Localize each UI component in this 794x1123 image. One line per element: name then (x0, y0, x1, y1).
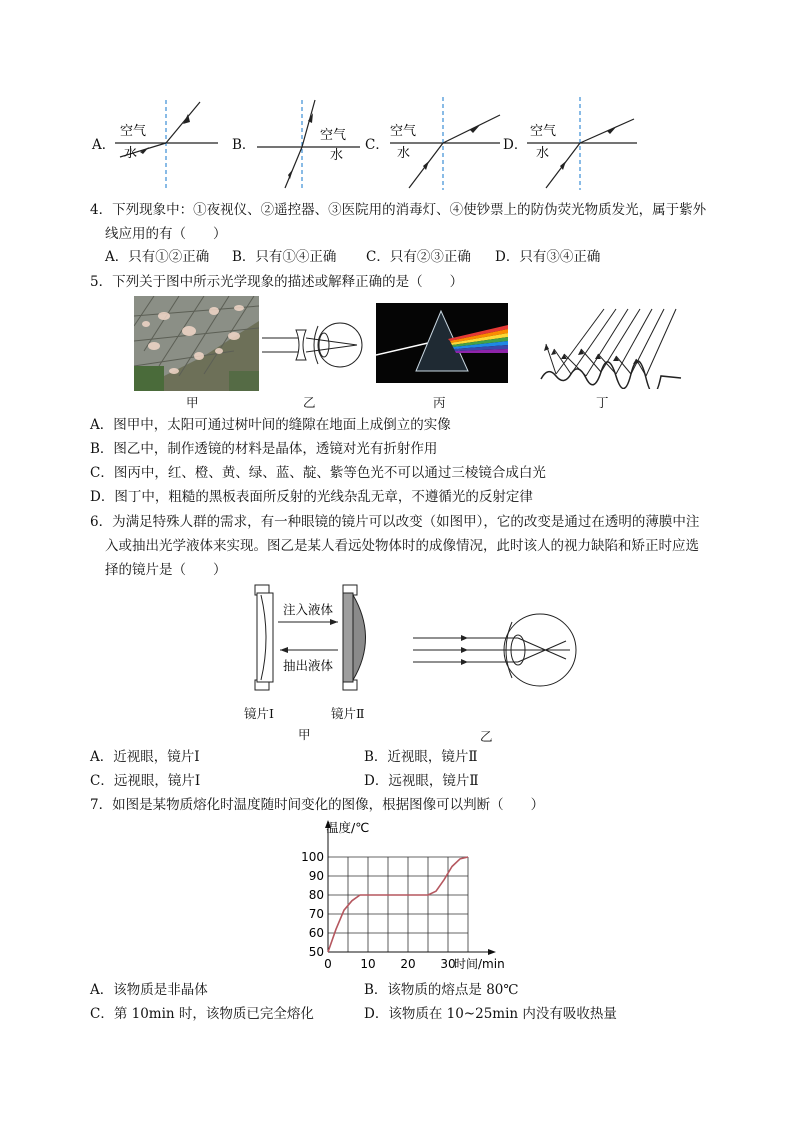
q4-option-a[interactable]: A．只有①②正确 (105, 249, 210, 265)
x-tick-label: 20 (400, 957, 416, 971)
q6-eye-diagram-yi (408, 610, 583, 690)
inject-label: 注入液体 (283, 602, 334, 617)
q4-option-c[interactable]: C．只有②③正确 (366, 249, 471, 265)
q3-diagram-b (252, 95, 362, 195)
q7-option-b[interactable]: B．该物质的熔点是 80℃ (364, 982, 519, 998)
q4-option-d[interactable]: D．只有③④正确 (495, 249, 601, 265)
q6-option-b[interactable]: B．近视眼，镜片Ⅱ (364, 749, 478, 765)
lens1-label: 镜片Ⅰ (244, 706, 274, 721)
y-tick-label: 90 (308, 869, 324, 883)
q3-diagram-a (110, 95, 220, 195)
q6-option-c[interactable]: C．远视眼，镜片Ⅰ (90, 773, 201, 789)
temperature-curve (328, 857, 468, 952)
extract-label: 抽出液体 (283, 658, 334, 673)
q5-caption-jia: 甲 (186, 395, 199, 410)
x-tick-label: 10 (360, 957, 376, 971)
q5-option-a[interactable]: A．图甲中，太阳可通过树叶间的缝隙在地面上成倒立的实像 (90, 417, 451, 433)
air-label: 空气 (390, 124, 417, 139)
melting-chart (290, 812, 520, 980)
air-label: 空气 (120, 124, 147, 139)
q6-caption-yi: 乙 (480, 729, 493, 744)
y-tick-label: 100 (301, 850, 324, 864)
x-axis-label: 时间/min (454, 957, 505, 971)
q6-stem-line2: 入或抽出光学液体来实现。图乙是某人看远处物体时的成像情况，此时该人的视力缺陷和矫正时应选 (105, 538, 699, 554)
q4-option-b[interactable]: B．只有①④正确 (232, 249, 337, 265)
y-tick-label: 80 (308, 888, 324, 902)
q7-stem: 7．如图是某物质熔化时温度随时间变化的图像，根据图像可以判断（ ） (90, 797, 545, 813)
q7-option-c[interactable]: C．第 10min 时，该物质已完全熔化 (90, 1006, 314, 1022)
water-label: 水 (397, 146, 411, 161)
q6-caption-jia: 甲 (298, 727, 311, 742)
q7-option-d[interactable]: D．该物质在 10~25min 内没有吸收热量 (364, 1006, 617, 1022)
water-label: 水 (124, 146, 138, 161)
q3-diagram-c (385, 95, 505, 195)
y-tick-label: 70 (308, 907, 324, 921)
q3-option-d-letter[interactable]: D． (503, 137, 528, 153)
air-label: 空气 (320, 128, 347, 143)
q6-option-d[interactable]: D．远视眼，镜片Ⅱ (364, 773, 479, 789)
q5-stem: 5．下列关于图中所示光学现象的描述或解释正确的是（ ） (90, 274, 464, 290)
q6-option-a[interactable]: A．近视眼，镜片Ⅰ (90, 749, 200, 765)
x-tick-label: 0 (324, 957, 332, 971)
q6-stem-line3: 择的镜片是（ ） (105, 562, 227, 578)
y-tick-label: 50 (308, 945, 324, 959)
q4-stem-line1: 4．下列现象中：①夜视仪、②遥控器、③医院用的消毒灯、④使钞票上的防伪荧光物质发光，属于紫外 (90, 202, 707, 218)
water-label: 水 (536, 146, 550, 161)
q3-option-b-letter[interactable]: B． (232, 137, 256, 153)
q7-option-a[interactable]: A．该物质是非晶体 (90, 982, 208, 998)
q5-option-d[interactable]: D．图丁中，粗糙的黑板表面所反射的光线杂乱无章，不遵循光的反射定律 (90, 489, 533, 505)
y-tick-label: 60 (308, 926, 324, 940)
q5-photo-jia (134, 296, 259, 391)
lens2-label: 镜片Ⅱ (331, 706, 365, 721)
q5-lens-eye-yi (262, 316, 372, 376)
q5-caption-yi: 乙 (303, 395, 316, 410)
q3-option-a-letter[interactable]: A． (92, 137, 116, 153)
air-label: 空气 (530, 124, 557, 139)
q4-stem-line2: 线应用的有（ ） (105, 226, 227, 242)
water-label: 水 (330, 148, 344, 163)
q6-lens-diagram-jia (240, 580, 400, 720)
x-axis-arrow (488, 949, 496, 955)
x-tick-label: 30 (440, 957, 456, 971)
q6-stem-line1: 6．为满足特殊人群的需求，有一种眼镜的镜片可以改变（如图甲），它的改变是通过在透明的薄膜中注 (90, 514, 700, 530)
y-axis-label: 温度/℃ (326, 820, 370, 835)
q5-caption-bing: 丙 (433, 395, 446, 410)
q5-option-b[interactable]: B．图乙中，制作透镜的材料是晶体，透镜对光有折射作用 (90, 441, 438, 457)
q5-prism-bing (376, 303, 508, 383)
q3-option-c-letter[interactable]: C． (365, 137, 389, 153)
q3-diagram-d (522, 95, 642, 195)
q5-option-c[interactable]: C．图丙中，红、橙、黄、绿、蓝、靛、紫等色光不可以通过三棱镜合成白光 (90, 465, 546, 481)
q5-caption-ding: 丁 (596, 395, 609, 410)
q5-diffuse-ding (536, 304, 686, 389)
